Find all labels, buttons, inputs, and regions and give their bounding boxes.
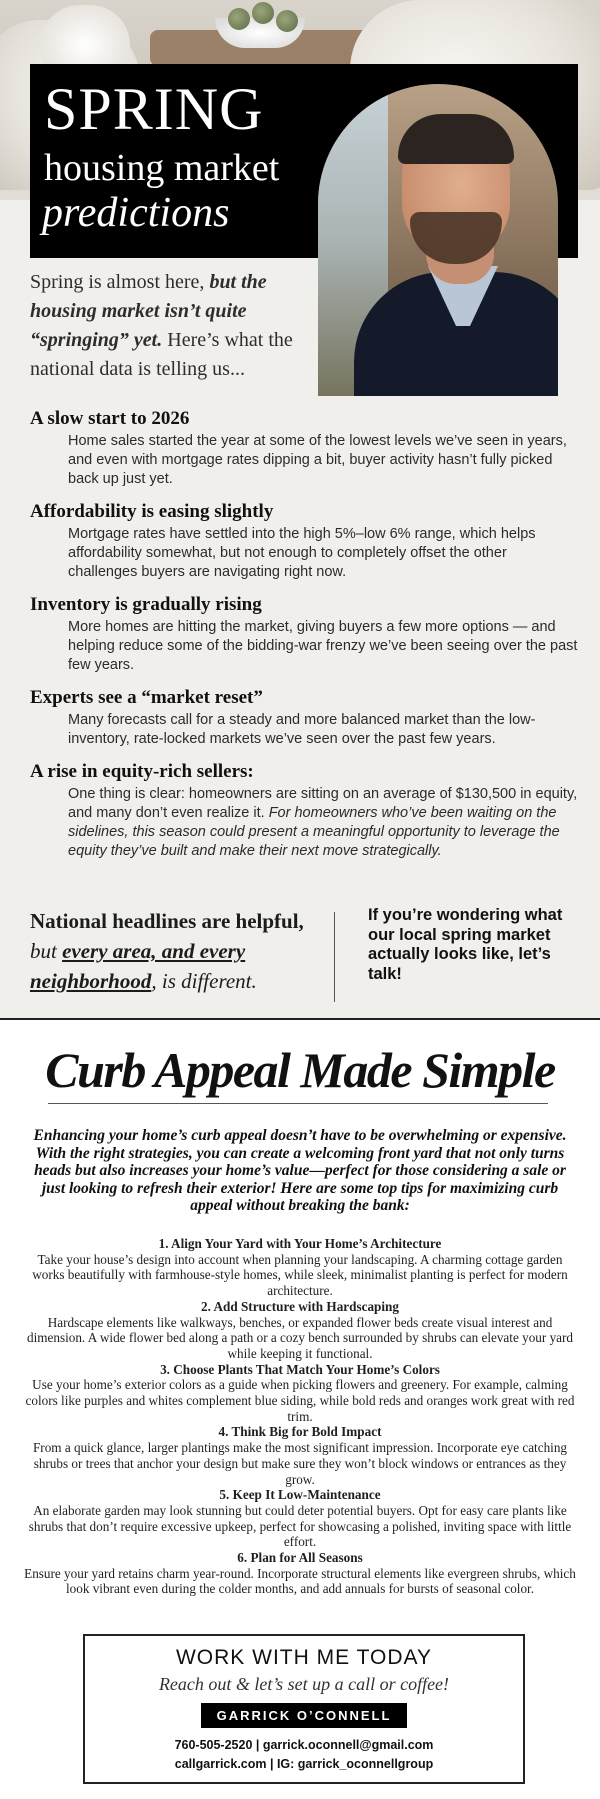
title-predictions: predictions (42, 190, 230, 236)
tip-body: Use your home’s exterior colors as a guide when picking flowers and greenery. For example, calming colors like purples and whites complement blue siding, while bold reds and oranges work great with red trim. (25, 1377, 575, 1424)
item-body: Home sales started the year at some of the lowest levels we’ve seen in years, and even with mortgage rates dipping a bit, buyer activity hasn’t fully picked back up just yet. (68, 433, 567, 487)
contact-heading: WORK WITH ME TODAY (175, 1646, 432, 1669)
tip-body: Take your house’s design into account when planning your landscaping. A charming cottage garden works beautifully with farmhouse-style homes, while sleek, minimalist planting is perfect for modern architecture. (32, 1251, 568, 1299)
title-housing-market: housing market (44, 147, 280, 189)
contact-box (83, 1634, 525, 1784)
tip-body: An elaborate garden may look stunning but could deter potential buyers. Opt for easy care plants like shrubs that don’t require excessive upkeep, perfect for showcasing a polished, inviting space with little effort. (28, 1502, 572, 1550)
plant-shape (228, 8, 250, 30)
tip-heading: 3. Choose Plants That Match Your Home’s Colors (160, 1361, 440, 1377)
item-heading: Experts see a “market reset” (30, 687, 263, 708)
curb-tips-list (22, 1236, 578, 1597)
lets-talk-callout: If you’re wondering what our local spring market actually looks like, let’s talk! (368, 906, 563, 983)
section-divider (0, 1018, 600, 1020)
list-item (30, 761, 580, 861)
list-item (30, 594, 580, 675)
headline-pre: but (30, 939, 63, 963)
intro-part2: Here’s what the national data is telling us... (30, 329, 293, 380)
contact-website-instagram[interactable]: callgarrick.com | IG: garrick_oconnellgroup (174, 1757, 434, 1771)
list-item (22, 1236, 578, 1299)
tip-body: From a quick glance, larger plantings make the most significant impression. Incorporate eye catching shrubs or trees that anchor your design but make sure they won’t block windows or entrances as they grow. (32, 1440, 568, 1487)
tip-body: Ensure your yard retains charm year-round. Incorporate structural elements like evergreen shrubs, which look vibrant even during the colder months, and add annuals for bursts of seasonal color. (24, 1565, 576, 1597)
list-item (30, 408, 580, 489)
list-item (22, 1550, 578, 1597)
plant-shape (276, 10, 298, 32)
tip-body: Hardscape elements like walkways, benches, or expanded flower beds create visual interest and dimension. A wide flower bed along a path or a cozy bench surrounded by shrubs can elevate your yard while keeping it functional. (26, 1314, 574, 1361)
item-body-italic: For homeowners who’ve been waiting on the sidelines, this season could present a meaningful opportunity to leverage the equity they’ve built and make their next move strategically. (68, 805, 560, 859)
item-heading: Affordability is easing slightly (30, 501, 274, 522)
headline-text (30, 906, 320, 996)
predictions-list (30, 408, 580, 873)
tip-heading: 6. Plan for All Seasons (237, 1550, 363, 1566)
item-body (68, 785, 580, 861)
list-item (30, 501, 580, 582)
headline-underlined: every area, and every neighborhood (30, 939, 246, 993)
tip-heading: 5. Keep It Low-Maintenance (219, 1487, 381, 1503)
list-item (22, 1487, 578, 1550)
tip-heading: 4. Think Big for Bold Impact (218, 1424, 382, 1440)
tip-heading: 2. Add Structure with Hardscaping (201, 1298, 399, 1314)
portrait-hair (398, 114, 514, 164)
item-body-text: One thing is clear: homeowners are sitting on an average of $130,500 in equity, and many don’t even realize it. (68, 786, 578, 821)
item-body: Mortgage rates have settled into the high 5%–low 6% range, which helps affordability somewhat, but not enough to completely offset the other challenges buyers are navigating right now. (68, 526, 536, 580)
agent-portrait (318, 84, 558, 396)
list-item (22, 1299, 578, 1362)
list-item (22, 1424, 578, 1487)
item-heading: A rise in equity-rich sellers: (30, 761, 254, 782)
list-item (30, 687, 580, 749)
intro-bold: but the housing market isn’t quite “springing” yet. (30, 271, 267, 351)
plant-shape (252, 2, 274, 24)
title-underline (48, 1103, 548, 1104)
item-body: Many forecasts call for a steady and more balanced market than the low-inventory, rate-locked markets we’ve seen over the past few years. (68, 712, 536, 747)
contact-phone-email[interactable]: 760-505-2520 | garrick.oconnell@gmail.com (174, 1738, 434, 1752)
headline-line1: National headlines are helpful, (30, 909, 304, 933)
intro-text (30, 268, 310, 384)
vertical-divider (334, 912, 335, 1002)
title-spring: SPRING (44, 76, 264, 142)
curb-appeal-intro: Enhancing your home’s curb appeal doesn’t have to be overwhelming or expensive. With the right strategies, you can create a welcoming front yard that not only turns heads but also increases your home’s value—perfect for those considering a sale or just looking to refresh their exterior! Here are some top tips for maximizing curb appeal without breaking the bank: (33, 1127, 567, 1215)
agent-name-badge: GARRICK O’CONNELL (201, 1703, 408, 1728)
item-body: More homes are hitting the market, giving buyers a few more options — and helping reduce some of the bidding-war frenzy we’ve been seeing over the past few years. (68, 619, 578, 673)
headline-post: , is different. (151, 969, 257, 993)
curb-appeal-title: Curb Appeal Made Simple (45, 1042, 555, 1098)
list-item (22, 1362, 578, 1425)
contact-subheading: Reach out & let’s set up a call or coffee! (158, 1674, 450, 1694)
item-heading: Inventory is gradually rising (30, 594, 262, 615)
item-heading: A slow start to 2026 (30, 408, 190, 429)
tip-heading: 1. Align Your Yard with Your Home’s Architecture (158, 1236, 442, 1251)
intro-part1: Spring is almost here, (30, 271, 210, 293)
